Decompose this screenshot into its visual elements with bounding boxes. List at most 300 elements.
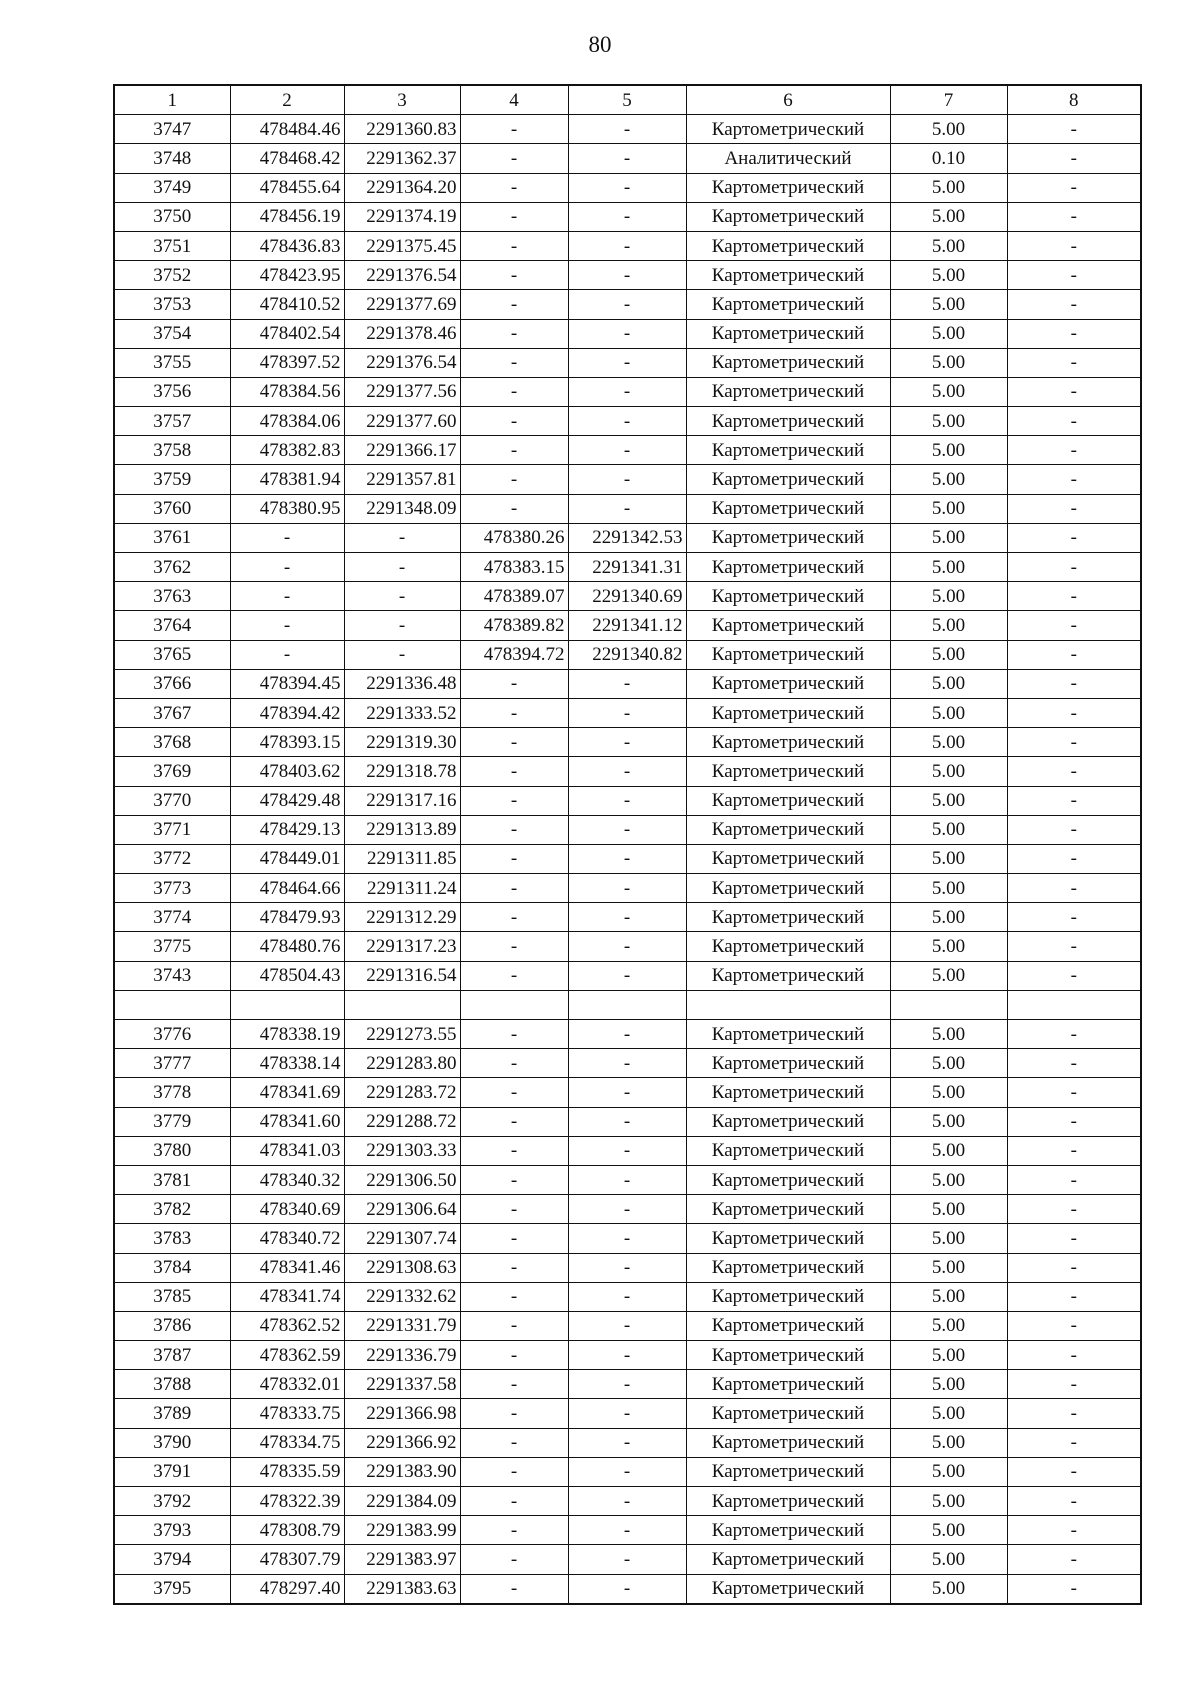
x-coordinate-cell: 478423.95	[230, 261, 344, 290]
table-row	[114, 173, 1141, 202]
method-cell: Картометрический	[686, 1253, 890, 1282]
point-number-cell: 3769	[114, 757, 230, 786]
column-header: 6	[686, 85, 890, 115]
table-row	[114, 1399, 1141, 1428]
point-number-cell: 3774	[114, 903, 230, 932]
method-cell: Картометрический	[686, 1487, 890, 1516]
x-new-cell: -	[460, 1253, 568, 1282]
table-row	[114, 698, 1141, 727]
y-coordinate-cell: 2291308.63	[344, 1253, 460, 1282]
point-number-cell: 3757	[114, 407, 230, 436]
x-coordinate-cell: 478479.93	[230, 903, 344, 932]
table-row	[114, 640, 1141, 669]
note-cell: -	[1007, 231, 1141, 260]
note-cell: -	[1007, 1020, 1141, 1049]
table-row	[114, 231, 1141, 260]
x-new-cell: -	[460, 173, 568, 202]
table-row	[114, 1487, 1141, 1516]
point-number-cell: 3779	[114, 1107, 230, 1136]
table-row	[114, 1574, 1141, 1604]
accuracy-cell: 5.00	[890, 582, 1007, 611]
x-coordinate-cell: 478340.72	[230, 1224, 344, 1253]
x-coordinate-cell: 478403.62	[230, 757, 344, 786]
x-coordinate-cell: 478335.59	[230, 1457, 344, 1486]
table-row	[114, 290, 1141, 319]
table-row	[114, 611, 1141, 640]
note-cell: -	[1007, 1311, 1141, 1340]
x-new-cell: -	[460, 1165, 568, 1194]
x-new-cell: -	[460, 202, 568, 231]
accuracy-cell: 5.00	[890, 1516, 1007, 1545]
method-cell	[686, 990, 890, 1019]
note-cell: -	[1007, 1136, 1141, 1165]
x-coordinate-cell: 478402.54	[230, 319, 344, 348]
x-coordinate-cell: 478504.43	[230, 961, 344, 990]
x-new-cell: -	[460, 1020, 568, 1049]
y-coordinate-cell: -	[344, 523, 460, 552]
point-number-cell: 3783	[114, 1224, 230, 1253]
y-coordinate-cell: 2291337.58	[344, 1370, 460, 1399]
method-cell: Картометрический	[686, 903, 890, 932]
method-cell: Картометрический	[686, 202, 890, 231]
point-number-cell: 3772	[114, 844, 230, 873]
table-row	[114, 407, 1141, 436]
note-cell: -	[1007, 844, 1141, 873]
note-cell: -	[1007, 523, 1141, 552]
y-new-cell: -	[568, 874, 686, 903]
method-cell: Картометрический	[686, 553, 890, 582]
page-number: 80	[588, 32, 612, 57]
point-number-cell: 3751	[114, 231, 230, 260]
y-new-cell: 2291341.12	[568, 611, 686, 640]
method-cell: Картометрический	[686, 1574, 890, 1604]
accuracy-cell: 5.00	[890, 494, 1007, 523]
y-coordinate-cell: 2291366.92	[344, 1428, 460, 1457]
note-cell: -	[1007, 144, 1141, 173]
note-cell: -	[1007, 728, 1141, 757]
note-cell: -	[1007, 961, 1141, 990]
note-cell: -	[1007, 173, 1141, 202]
y-coordinate-cell: 2291383.90	[344, 1457, 460, 1486]
accuracy-cell: 5.00	[890, 1078, 1007, 1107]
x-coordinate-cell: 478362.59	[230, 1341, 344, 1370]
method-cell: Картометрический	[686, 1136, 890, 1165]
note-cell: -	[1007, 1195, 1141, 1224]
accuracy-cell: 5.00	[890, 231, 1007, 260]
x-coordinate-cell: 478334.75	[230, 1428, 344, 1457]
note-cell: -	[1007, 640, 1141, 669]
point-number-cell: 3792	[114, 1487, 230, 1516]
y-new-cell: -	[568, 903, 686, 932]
y-new-cell: -	[568, 494, 686, 523]
accuracy-cell: 5.00	[890, 1545, 1007, 1574]
method-cell: Картометрический	[686, 728, 890, 757]
table-row	[114, 1428, 1141, 1457]
y-coordinate-cell: 2291336.79	[344, 1341, 460, 1370]
column-header: 8	[1007, 85, 1141, 115]
x-new-cell: -	[460, 815, 568, 844]
note-cell: -	[1007, 611, 1141, 640]
method-cell: Картометрический	[686, 1341, 890, 1370]
y-new-cell: -	[568, 1341, 686, 1370]
y-new-cell: -	[568, 786, 686, 815]
accuracy-cell: 5.00	[890, 261, 1007, 290]
note-cell: -	[1007, 319, 1141, 348]
y-coordinate-cell: 2291383.97	[344, 1545, 460, 1574]
x-coordinate-cell: 478449.01	[230, 844, 344, 873]
y-coordinate-cell: 2291303.33	[344, 1136, 460, 1165]
y-coordinate-cell	[344, 990, 460, 1019]
y-new-cell: -	[568, 844, 686, 873]
point-number-cell: 3771	[114, 815, 230, 844]
y-new-cell: -	[568, 728, 686, 757]
x-coordinate-cell	[230, 990, 344, 1019]
x-coordinate-cell: 478397.52	[230, 348, 344, 377]
x-new-cell	[460, 990, 568, 1019]
table-row	[114, 465, 1141, 494]
y-coordinate-cell: 2291377.69	[344, 290, 460, 319]
note-cell: -	[1007, 903, 1141, 932]
x-new-cell: -	[460, 1107, 568, 1136]
note-cell: -	[1007, 1107, 1141, 1136]
point-number-cell: 3786	[114, 1311, 230, 1340]
y-new-cell: -	[568, 1399, 686, 1428]
point-number-cell: 3762	[114, 553, 230, 582]
table-row	[114, 961, 1141, 990]
x-coordinate-cell: 478384.06	[230, 407, 344, 436]
accuracy-cell: 5.00	[890, 698, 1007, 727]
y-new-cell: 2291340.69	[568, 582, 686, 611]
column-header: 7	[890, 85, 1007, 115]
y-coordinate-cell: 2291357.81	[344, 465, 460, 494]
y-new-cell: -	[568, 115, 686, 144]
x-coordinate-cell: 478410.52	[230, 290, 344, 319]
x-coordinate-cell: 478382.83	[230, 436, 344, 465]
note-cell: -	[1007, 1399, 1141, 1428]
note-cell: -	[1007, 1487, 1141, 1516]
method-cell: Картометрический	[686, 669, 890, 698]
x-new-cell: -	[460, 1136, 568, 1165]
accuracy-cell: 5.00	[890, 377, 1007, 406]
y-coordinate-cell: 2291376.54	[344, 261, 460, 290]
x-coordinate-cell: 478322.39	[230, 1487, 344, 1516]
accuracy-cell: 5.00	[890, 1165, 1007, 1194]
method-cell: Картометрический	[686, 115, 890, 144]
accuracy-cell: 5.00	[890, 1311, 1007, 1340]
method-cell: Картометрический	[686, 523, 890, 552]
accuracy-cell: 5.00	[890, 523, 1007, 552]
table-row	[114, 1253, 1141, 1282]
point-number-cell: 3789	[114, 1399, 230, 1428]
y-coordinate-cell: 2291317.16	[344, 786, 460, 815]
x-coordinate-cell: 478333.75	[230, 1399, 344, 1428]
note-cell: -	[1007, 1078, 1141, 1107]
method-cell: Картометрический	[686, 1224, 890, 1253]
table-row	[114, 1545, 1141, 1574]
point-number-cell: 3749	[114, 173, 230, 202]
y-coordinate-cell: 2291348.09	[344, 494, 460, 523]
method-cell: Картометрический	[686, 640, 890, 669]
table-row	[114, 903, 1141, 932]
y-coordinate-cell: 2291333.52	[344, 698, 460, 727]
x-new-cell: -	[460, 786, 568, 815]
y-coordinate-cell: 2291360.83	[344, 115, 460, 144]
x-new-cell: 478394.72	[460, 640, 568, 669]
note-cell: -	[1007, 1457, 1141, 1486]
accuracy-cell: 5.00	[890, 1457, 1007, 1486]
accuracy-cell: 5.00	[890, 611, 1007, 640]
table-row	[114, 494, 1141, 523]
x-new-cell: -	[460, 1341, 568, 1370]
note-cell: -	[1007, 1224, 1141, 1253]
x-new-cell: -	[460, 1049, 568, 1078]
table-row	[114, 1165, 1141, 1194]
accuracy-cell: 5.00	[890, 1136, 1007, 1165]
y-new-cell	[568, 990, 686, 1019]
y-coordinate-cell: 2291283.80	[344, 1049, 460, 1078]
method-cell: Картометрический	[686, 815, 890, 844]
y-coordinate-cell: 2291383.99	[344, 1516, 460, 1545]
method-cell: Картометрический	[686, 377, 890, 406]
table-row	[114, 436, 1141, 465]
note-cell: -	[1007, 786, 1141, 815]
note-cell: -	[1007, 1574, 1141, 1604]
x-new-cell: 478383.15	[460, 553, 568, 582]
x-coordinate-cell: 478394.45	[230, 669, 344, 698]
x-new-cell: -	[460, 1399, 568, 1428]
point-number-cell: 3777	[114, 1049, 230, 1078]
y-coordinate-cell: 2291283.72	[344, 1078, 460, 1107]
accuracy-cell: 5.00	[890, 1487, 1007, 1516]
accuracy-cell: 5.00	[890, 932, 1007, 961]
point-number-cell: 3778	[114, 1078, 230, 1107]
point-number-cell: 3750	[114, 202, 230, 231]
x-new-cell: 478380.26	[460, 523, 568, 552]
note-cell	[1007, 990, 1141, 1019]
note-cell: -	[1007, 757, 1141, 786]
point-number-cell: 3763	[114, 582, 230, 611]
y-coordinate-cell: 2291316.54	[344, 961, 460, 990]
note-cell: -	[1007, 261, 1141, 290]
x-new-cell: -	[460, 1370, 568, 1399]
y-new-cell: -	[568, 1516, 686, 1545]
table-row	[114, 1457, 1141, 1486]
y-new-cell: -	[568, 1574, 686, 1604]
column-header: 3	[344, 85, 460, 115]
method-cell: Аналитический	[686, 144, 890, 173]
table-row	[114, 669, 1141, 698]
y-coordinate-cell: 2291383.63	[344, 1574, 460, 1604]
accuracy-cell: 5.00	[890, 844, 1007, 873]
x-new-cell: -	[460, 1311, 568, 1340]
x-new-cell: -	[460, 377, 568, 406]
method-cell: Картометрический	[686, 1370, 890, 1399]
x-new-cell: -	[460, 436, 568, 465]
x-new-cell: -	[460, 290, 568, 319]
y-coordinate-cell: 2291311.24	[344, 874, 460, 903]
x-coordinate-cell: 478340.32	[230, 1165, 344, 1194]
x-coordinate-cell: 478341.03	[230, 1136, 344, 1165]
accuracy-cell: 5.00	[890, 290, 1007, 319]
y-coordinate-cell: 2291378.46	[344, 319, 460, 348]
x-new-cell: -	[460, 144, 568, 173]
coordinates-table	[113, 84, 1142, 1605]
y-coordinate-cell: 2291332.62	[344, 1282, 460, 1311]
y-coordinate-cell: 2291319.30	[344, 728, 460, 757]
y-new-cell: -	[568, 1370, 686, 1399]
x-coordinate-cell: 478393.15	[230, 728, 344, 757]
y-coordinate-cell: 2291377.56	[344, 377, 460, 406]
table-row	[114, 874, 1141, 903]
method-cell: Картометрический	[686, 465, 890, 494]
x-new-cell: -	[460, 728, 568, 757]
x-new-cell: -	[460, 1516, 568, 1545]
x-coordinate-cell: -	[230, 553, 344, 582]
y-new-cell: -	[568, 698, 686, 727]
x-new-cell: -	[460, 1428, 568, 1457]
y-new-cell: -	[568, 1020, 686, 1049]
accuracy-cell: 5.00	[890, 1224, 1007, 1253]
y-new-cell: -	[568, 407, 686, 436]
table-row	[114, 1020, 1141, 1049]
table-row	[114, 932, 1141, 961]
table-row	[114, 582, 1141, 611]
note-cell: -	[1007, 1370, 1141, 1399]
table-header-row	[114, 85, 1141, 115]
note-cell: -	[1007, 1049, 1141, 1078]
method-cell: Картометрический	[686, 231, 890, 260]
y-new-cell: 2291340.82	[568, 640, 686, 669]
x-coordinate-cell: 478362.52	[230, 1311, 344, 1340]
note-cell: -	[1007, 202, 1141, 231]
point-number-cell	[114, 990, 230, 1019]
note-cell: -	[1007, 1516, 1141, 1545]
column-header: 4	[460, 85, 568, 115]
y-coordinate-cell: 2291384.09	[344, 1487, 460, 1516]
y-coordinate-cell: 2291313.89	[344, 815, 460, 844]
method-cell: Картометрический	[686, 319, 890, 348]
note-cell: -	[1007, 407, 1141, 436]
note-cell: -	[1007, 1428, 1141, 1457]
method-cell: Картометрический	[686, 173, 890, 202]
y-new-cell: -	[568, 319, 686, 348]
y-coordinate-cell: 2291374.19	[344, 202, 460, 231]
table-row	[114, 1195, 1141, 1224]
y-new-cell: -	[568, 1428, 686, 1457]
x-new-cell: -	[460, 494, 568, 523]
accuracy-cell: 5.00	[890, 1195, 1007, 1224]
y-new-cell: -	[568, 1195, 686, 1224]
table-row	[114, 990, 1141, 1019]
accuracy-cell	[890, 990, 1007, 1019]
x-new-cell: 478389.82	[460, 611, 568, 640]
point-number-cell: 3748	[114, 144, 230, 173]
method-cell: Картометрический	[686, 1457, 890, 1486]
point-number-cell: 3768	[114, 728, 230, 757]
y-coordinate-cell: 2291377.60	[344, 407, 460, 436]
y-new-cell: 2291341.31	[568, 553, 686, 582]
x-new-cell: -	[460, 261, 568, 290]
x-coordinate-cell: 478455.64	[230, 173, 344, 202]
point-number-cell: 3780	[114, 1136, 230, 1165]
point-number-cell: 3770	[114, 786, 230, 815]
y-new-cell: -	[568, 1224, 686, 1253]
point-number-cell: 3765	[114, 640, 230, 669]
method-cell: Картометрический	[686, 494, 890, 523]
y-new-cell: -	[568, 436, 686, 465]
x-coordinate-cell: 478464.66	[230, 874, 344, 903]
accuracy-cell: 5.00	[890, 669, 1007, 698]
x-new-cell: -	[460, 1487, 568, 1516]
method-cell: Картометрический	[686, 786, 890, 815]
method-cell: Картометрический	[686, 1545, 890, 1574]
method-cell: Картометрический	[686, 698, 890, 727]
accuracy-cell: 5.00	[890, 728, 1007, 757]
table-row	[114, 1282, 1141, 1311]
x-coordinate-cell: 478341.69	[230, 1078, 344, 1107]
point-number-cell: 3761	[114, 523, 230, 552]
x-coordinate-cell: 478338.14	[230, 1049, 344, 1078]
method-cell: Картометрический	[686, 1078, 890, 1107]
accuracy-cell: 5.00	[890, 1428, 1007, 1457]
column-header: 2	[230, 85, 344, 115]
y-new-cell: -	[568, 1487, 686, 1516]
table-row	[114, 261, 1141, 290]
table-row	[114, 1516, 1141, 1545]
table-row	[114, 1078, 1141, 1107]
x-new-cell: -	[460, 903, 568, 932]
method-cell: Картометрический	[686, 1165, 890, 1194]
y-coordinate-cell: -	[344, 611, 460, 640]
y-coordinate-cell: 2291362.37	[344, 144, 460, 173]
y-coordinate-cell: 2291331.79	[344, 1311, 460, 1340]
y-new-cell: -	[568, 1107, 686, 1136]
method-cell: Картометрический	[686, 1428, 890, 1457]
point-number-cell: 3791	[114, 1457, 230, 1486]
table-row	[114, 844, 1141, 873]
y-coordinate-cell: 2291366.98	[344, 1399, 460, 1428]
y-coordinate-cell: 2291376.54	[344, 348, 460, 377]
x-coordinate-cell: 478429.48	[230, 786, 344, 815]
method-cell: Картометрический	[686, 261, 890, 290]
accuracy-cell: 5.00	[890, 1341, 1007, 1370]
x-new-cell: -	[460, 1224, 568, 1253]
method-cell: Картометрический	[686, 407, 890, 436]
accuracy-cell: 5.00	[890, 961, 1007, 990]
accuracy-cell: 5.00	[890, 1282, 1007, 1311]
y-coordinate-cell: 2291288.72	[344, 1107, 460, 1136]
point-number-cell: 3764	[114, 611, 230, 640]
x-coordinate-cell: 478297.40	[230, 1574, 344, 1604]
y-new-cell: 2291342.53	[568, 523, 686, 552]
x-new-cell: -	[460, 465, 568, 494]
y-coordinate-cell: 2291375.45	[344, 231, 460, 260]
method-cell: Картометрический	[686, 436, 890, 465]
x-new-cell: -	[460, 1545, 568, 1574]
table-row	[114, 1224, 1141, 1253]
column-header: 1	[114, 85, 230, 115]
accuracy-cell: 5.00	[890, 173, 1007, 202]
accuracy-cell: 5.00	[890, 1253, 1007, 1282]
x-coordinate-cell: 478307.79	[230, 1545, 344, 1574]
y-new-cell: -	[568, 1282, 686, 1311]
x-new-cell: -	[460, 757, 568, 786]
table-row	[114, 553, 1141, 582]
table-body	[114, 115, 1141, 1604]
point-number-cell: 3784	[114, 1253, 230, 1282]
accuracy-cell: 5.00	[890, 640, 1007, 669]
accuracy-cell: 5.00	[890, 874, 1007, 903]
